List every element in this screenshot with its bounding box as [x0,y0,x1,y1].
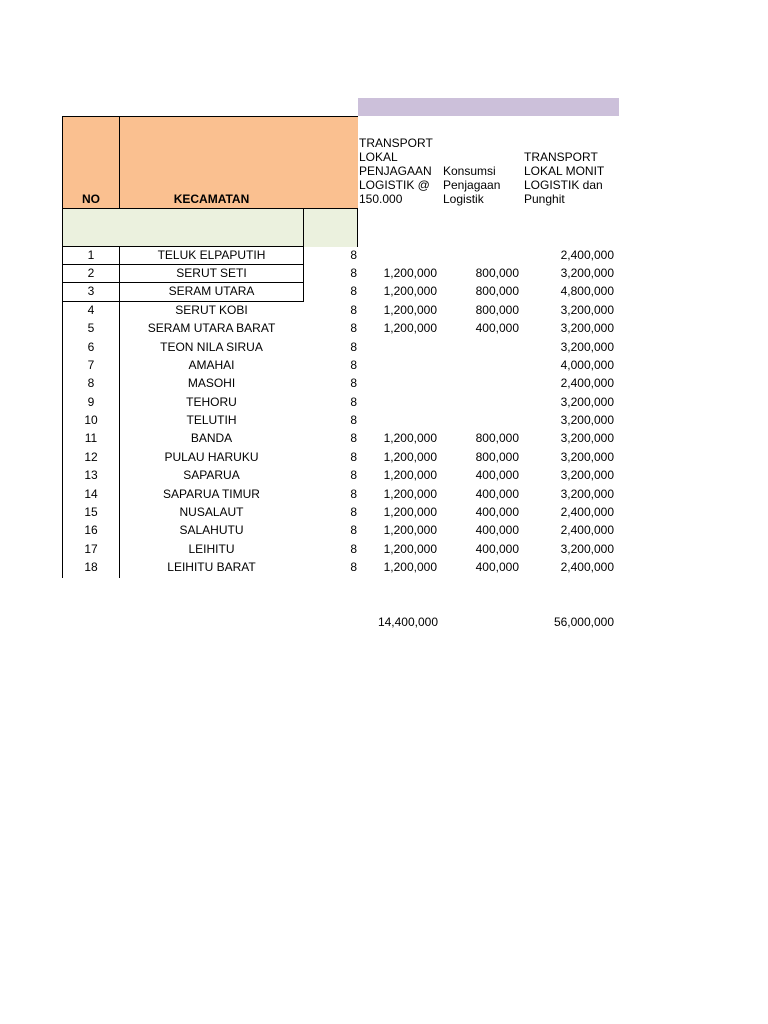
table-row [62,503,622,521]
row-konsumsi: 800,000 [475,450,519,464]
row-transport-monit: 2,400,000 [560,376,614,390]
row-kecamatan: MASOHI [187,376,236,390]
row-transport-penjagaan: 1,200,000 [383,468,437,482]
row-no: 7 [87,358,95,372]
row-no: 1 [87,248,95,262]
row-kecamatan: PULAU HARUKU [164,450,259,464]
row-no: 4 [87,303,95,317]
table-row [62,264,622,282]
row-no: 10 [84,413,98,427]
row-transport-penjagaan: 1,200,000 [383,266,437,280]
row-kecamatan: TELUK ELPAPUTIH [157,248,266,262]
row-konsumsi: 400,000 [475,505,519,519]
row-transport-monit: 3,200,000 [560,450,614,464]
table-row [62,558,622,576]
row-transport-monit: 3,200,000 [560,542,614,556]
row-kecamatan: TEON NILA SIRUA [160,340,263,354]
row-transport-monit: 3,200,000 [560,468,614,482]
row-no: 13 [84,468,98,482]
row-kecamatan: LEIHITU BARAT [167,560,256,574]
row-kecamatan: SERUT KOBI [175,303,248,317]
row-konsumsi: 800,000 [475,284,519,298]
row-no: 2 [87,266,95,280]
row-no: 16 [84,523,98,537]
row-konsumsi: 400,000 [475,542,519,556]
row-count: 8 [350,266,357,280]
row-transport-penjagaan: 1,200,000 [383,523,437,537]
row-count: 8 [350,560,357,574]
table-row [62,411,622,429]
row-count: 8 [350,487,357,501]
row-transport-penjagaan: 1,200,000 [383,284,437,298]
row-no: 8 [87,376,95,390]
row-count: 8 [350,431,357,445]
row-transport-monit: 3,200,000 [560,303,614,317]
row-count: 8 [350,284,357,298]
row-count: 8 [350,413,357,427]
row-transport-monit: 3,200,000 [560,321,614,335]
purple-header-band [358,98,619,116]
table-row [62,448,622,466]
row-count: 8 [350,505,357,519]
table-row [62,356,622,374]
row-transport-monit: 3,200,000 [560,413,614,427]
header-konsumsi: Konsumsi Penjagaan Logistik [443,164,501,206]
row-konsumsi: 400,000 [475,487,519,501]
row-no: 18 [84,560,98,574]
table-row [62,319,622,337]
table-row [62,429,622,447]
row-kecamatan: NUSALAUT [179,505,244,519]
row-count: 8 [350,321,357,335]
row-transport-monit: 3,200,000 [560,266,614,280]
row-konsumsi: 400,000 [475,321,519,335]
row-kecamatan: SERAM UTARA [168,284,255,298]
row-kecamatan: LEIHITU [188,542,235,556]
green-spacer-row [62,209,358,247]
table-row [62,466,622,484]
row-transport-monit: 2,400,000 [560,560,614,574]
row-transport-monit: 2,400,000 [560,248,614,262]
header-cell-no [62,116,120,209]
row-transport-penjagaan: 1,200,000 [383,505,437,519]
row-count: 8 [350,358,357,372]
table-row [62,485,622,503]
row-transport-penjagaan: 1,200,000 [383,303,437,317]
row-count: 8 [350,523,357,537]
row-kecamatan: SERAM UTARA BARAT [147,321,276,335]
table-row [62,393,622,411]
header-cell-blank [303,116,358,209]
row-transport-penjagaan: 1,200,000 [383,542,437,556]
table-row [62,374,622,392]
row-konsumsi: 800,000 [475,266,519,280]
row-kecamatan: TEHORU [186,395,237,409]
row-kecamatan: SAPARUA TIMUR [163,487,260,501]
row-kecamatan: BANDA [190,431,233,445]
row-kecamatan: SERUT SETI [176,266,247,280]
row-transport-monit: 2,400,000 [560,523,614,537]
row-no: 3 [87,284,95,298]
row-count: 8 [350,450,357,464]
row-no: 5 [87,321,95,335]
row-transport-penjagaan: 1,200,000 [383,560,437,574]
row-count: 8 [350,248,357,262]
table-row [62,521,622,539]
row-kecamatan: TELUTIH [186,413,237,427]
row-count: 8 [350,395,357,409]
header-cell-kecamatan [119,116,304,209]
row-kecamatan: SAPARUA [183,468,240,482]
total-transport-penjagaan: 14,400,000 [377,615,438,629]
row-transport-penjagaan: 1,200,000 [383,487,437,501]
total-transport-monit: 56,000,000 [553,615,614,629]
row-transport-penjagaan: 1,200,000 [383,450,437,464]
row-transport-penjagaan: 1,200,000 [383,321,437,335]
row-no: 11 [84,431,98,445]
row-transport-monit: 3,200,000 [560,340,614,354]
row-transport-monit: 4,000,000 [560,358,614,372]
row-no: 12 [84,450,98,464]
row-konsumsi: 800,000 [475,303,519,317]
table-row [62,540,622,558]
row-konsumsi: 800,000 [475,431,519,445]
row-transport-monit: 3,200,000 [560,487,614,501]
row-count: 8 [350,303,357,317]
row-count: 8 [350,376,357,390]
row-transport-monit: 4,800,000 [560,284,614,298]
row-no: 9 [87,395,95,409]
row-kecamatan: AMAHAI [188,358,235,372]
row-konsumsi: 400,000 [475,523,519,537]
header-kecamatan-label: KECAMATAN [173,192,250,206]
header-transport-monit: TRANSPORT LOKAL MONIT LOGISTIK dan Punghit [524,150,605,206]
row-count: 8 [350,468,357,482]
row-konsumsi: 400,000 [475,560,519,574]
row-kecamatan: SALAHUTU [179,523,244,537]
row-transport-monit: 3,200,000 [560,431,614,445]
row-count: 8 [350,542,357,556]
row-no: 17 [84,542,98,556]
header-transport-penjagaan: TRANSPORT LOKAL PENJAGAAN LOGISTIK @ 150.000 [359,136,433,206]
table-row [62,301,622,319]
green-divider [303,209,304,247]
row-konsumsi: 400,000 [475,468,519,482]
header-no-label: NO [82,192,100,206]
row-no: 15 [84,505,98,519]
row-transport-monit: 3,200,000 [560,395,614,409]
row-transport-monit: 2,400,000 [560,505,614,519]
row-transport-penjagaan: 1,200,000 [383,431,437,445]
table-row [62,282,622,300]
row-no: 14 [84,487,98,501]
row-count: 8 [350,340,357,354]
row-no: 6 [87,340,95,354]
table-row [62,246,622,264]
table-row [62,338,622,356]
